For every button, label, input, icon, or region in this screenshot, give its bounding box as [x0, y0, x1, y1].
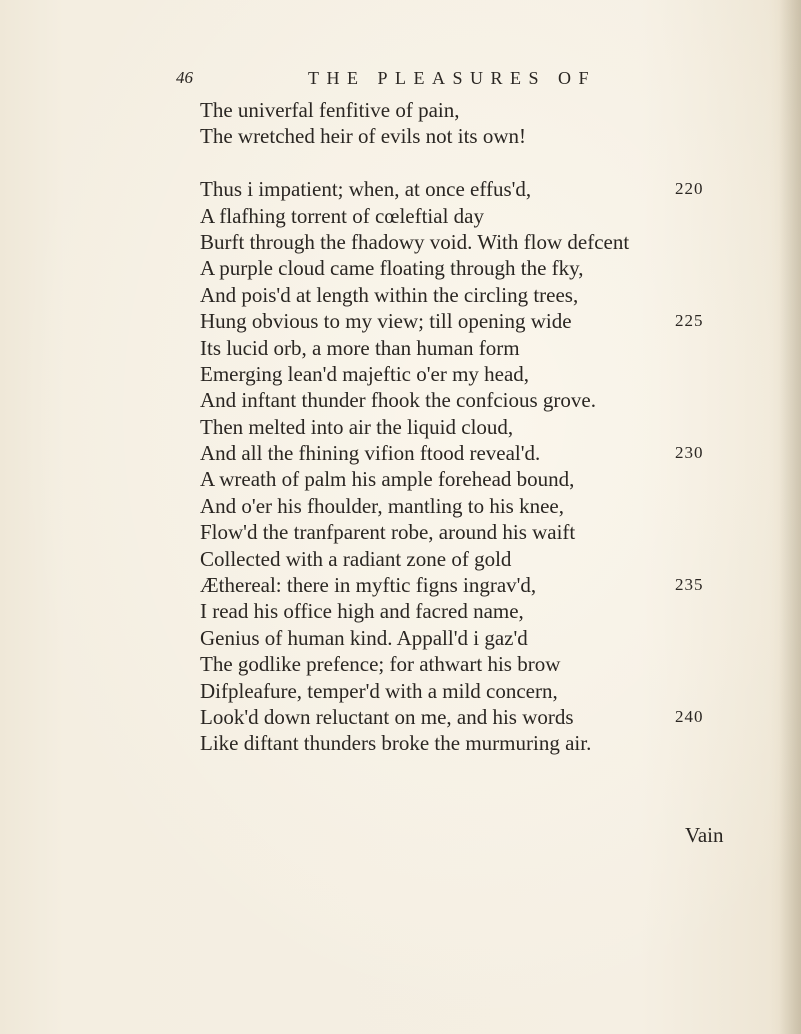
verse-line [200, 466, 760, 492]
verse-line [200, 598, 760, 624]
verse-text: Then melted into air the liquid cloud, [200, 414, 514, 439]
verse-line [200, 440, 760, 466]
line-number: 220 [675, 179, 704, 199]
line-number: 235 [675, 575, 704, 595]
stanza-break [200, 150, 760, 176]
verse-line [200, 387, 760, 413]
verse-text: Collected with a radiant zone of gold [200, 546, 512, 571]
verse-text: Difpleafure, temper'd with a mild concern, [200, 678, 558, 703]
verse-line [200, 229, 760, 255]
page-edge-shadow [779, 0, 801, 1034]
verse-text: The godlike prefence; for athwart his brow [200, 652, 561, 677]
verse-text: And inftant thunder fhook the confcious grove. [200, 388, 596, 413]
verse-line [200, 308, 760, 334]
running-header [176, 68, 636, 94]
verse-text: Æthereal: there in myftic figns ingrav'd, [200, 573, 537, 598]
verse-text: Its lucid orb, a more than human form [200, 335, 520, 360]
verse-text: Hung obvious to my view; till opening wide [200, 309, 572, 334]
verse-text: And pois'd at length within the circling trees, [200, 282, 579, 307]
verse-text: Look'd down reluctant on me, and his words [200, 704, 574, 729]
verse-line [200, 678, 760, 704]
line-number: 230 [675, 443, 704, 463]
verse-line [200, 176, 760, 202]
verse-line [200, 625, 760, 651]
verse-line [200, 493, 760, 519]
verse-line [200, 414, 760, 440]
verse-line [200, 546, 760, 572]
line-number: 225 [675, 311, 704, 331]
verse-text: Genius of human kind. Appall'd i gaz'd [200, 625, 528, 650]
verse-text: A flafhing torrent of cœleftial day [200, 203, 484, 228]
verse-line: The wretched heir of evils not its own! [200, 124, 526, 149]
catchword: Vain [685, 823, 724, 847]
verse-line [200, 282, 760, 308]
line-number: 240 [675, 706, 704, 726]
verse-text: I read his office high and facred name, [200, 599, 524, 624]
verse-text: A wreath of palm his ample forehead bound, [200, 467, 575, 492]
verse-text: Flow'd the tranfparent robe, around his waift [200, 520, 576, 545]
page-number: 46 [176, 68, 193, 87]
verse-line [200, 255, 760, 281]
poem-text [200, 97, 760, 757]
verse-line [200, 335, 760, 361]
verse-text: Emerging lean'd majeftic o'er my head, [200, 361, 530, 386]
verse-line [200, 519, 760, 545]
verse-text: Like diftant thunders broke the murmuring air. [200, 731, 592, 756]
verse-line: The univerfal fenfitive of pain, [200, 98, 460, 122]
verse-line [200, 572, 760, 598]
verse-line [200, 361, 760, 387]
verse-line [200, 704, 760, 730]
verse-text: Thus i impatient; when, at once effus'd, [200, 177, 532, 202]
running-title: THE PLEASURES OF [308, 68, 597, 88]
verse-line [200, 730, 760, 756]
verse-line [200, 651, 760, 677]
verse-text: And all the fhining vifion ftood reveal'd. [200, 441, 541, 466]
verse-text: And o'er his fhoulder, mantling to his knee, [200, 493, 564, 518]
verse-text: Burft through the fhadowy void. With flow defcent [200, 229, 630, 254]
verse-text: A purple cloud came floating through the fky, [200, 256, 584, 281]
verse-line [200, 203, 760, 229]
